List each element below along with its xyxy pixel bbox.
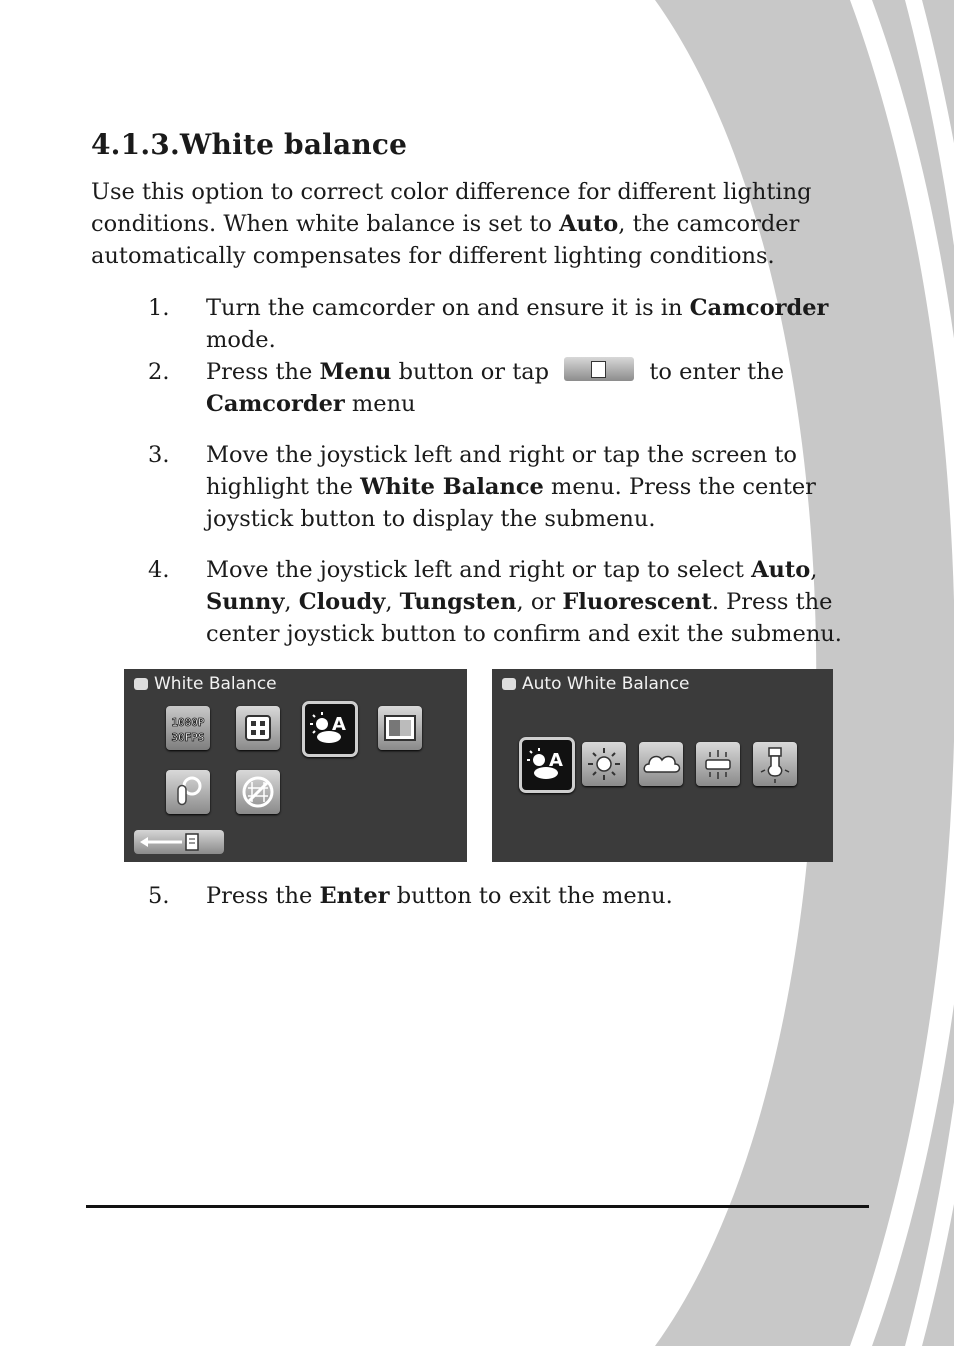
step-bold: White Balance <box>360 474 544 500</box>
step-text <box>206 356 846 420</box>
step-bold: Camcorder <box>206 391 345 417</box>
step-text <box>206 554 866 650</box>
quality-icon[interactable] <box>236 706 280 750</box>
exposure-icon[interactable] <box>378 706 422 750</box>
resolution-icon[interactable] <box>166 706 210 750</box>
step-bold: Tungsten <box>399 589 517 615</box>
step-fragment: button to exit the menu. <box>389 883 673 909</box>
touch-icon[interactable] <box>166 770 210 814</box>
camcorder-icon <box>134 678 148 690</box>
step-fragment: Turn the camcorder on and ensure it is in <box>206 295 690 321</box>
step-number: 3. <box>148 442 170 468</box>
step-number: 5. <box>148 883 170 909</box>
white-balance-auto-option[interactable] <box>519 737 575 793</box>
step-text <box>206 292 846 356</box>
step-number: 2. <box>148 359 170 385</box>
step-fragment: , <box>385 589 400 615</box>
section-number: 4.1.3. <box>91 128 180 161</box>
step-number: 4. <box>148 557 170 583</box>
menu-button-icon <box>564 357 634 381</box>
grid-off-icon[interactable] <box>236 770 280 814</box>
sunny-icon[interactable] <box>582 742 626 786</box>
step-fragment: , <box>810 557 818 583</box>
camcorder-icon <box>502 678 516 690</box>
white-balance-submenu-screen <box>492 669 833 862</box>
white-balance-auto-icon[interactable] <box>302 701 358 757</box>
step-bold: Cloudy <box>298 589 386 615</box>
resolution-label-2: 30FPS <box>171 731 205 744</box>
fluorescent-icon[interactable] <box>753 742 797 786</box>
resolution-label-1: 1080P <box>171 716 205 729</box>
screen-title-text: White Balance <box>154 674 277 694</box>
auto-label: A <box>549 750 563 771</box>
step-fragment: . Press the center joystick button to confirm and exit the submenu. <box>206 589 842 647</box>
screen-title-text: Auto White Balance <box>522 674 690 694</box>
step-bold: Camcorder <box>689 295 829 321</box>
section-heading <box>91 128 407 161</box>
step-fragment: Press the <box>206 883 320 909</box>
step-text <box>206 880 846 912</box>
tungsten-icon[interactable] <box>696 742 740 786</box>
step-fragment: button or tap <box>391 359 557 385</box>
step-bold: Menu <box>319 359 392 385</box>
step-number: 1. <box>148 295 170 321</box>
step-text <box>206 439 846 535</box>
step-fragment: Move the joystick left and right or tap the screen to highlight the <box>206 442 797 500</box>
step-fragment: mode. <box>206 327 276 353</box>
intro-bold: Auto <box>559 211 619 237</box>
intro-paragraph <box>91 176 821 272</box>
step-fragment: Press the <box>206 359 320 385</box>
auto-label: A <box>332 714 346 735</box>
step-bold: Fluorescent <box>562 589 712 615</box>
step-fragment: , <box>284 589 299 615</box>
screen-title <box>134 674 277 694</box>
footer-rule <box>86 1205 869 1208</box>
step-bold: Auto <box>751 557 811 583</box>
screen-title <box>502 674 690 694</box>
back-button[interactable] <box>134 830 224 854</box>
step-fragment: Move the joystick left and right or tap to select <box>206 557 752 583</box>
intro-text: Use this option to correct color difference for different lighting conditions. When white balance is set to <box>91 179 812 237</box>
step-fragment: menu. Press the center joystick button to display the submenu. <box>206 474 816 532</box>
cloudy-icon[interactable] <box>639 742 683 786</box>
step-fragment: menu <box>344 391 416 417</box>
step-fragment: to enter the <box>642 359 785 385</box>
step-bold: Sunny <box>206 589 285 615</box>
white-balance-menu-screen <box>124 669 467 862</box>
section-title: White balance <box>179 128 408 161</box>
intro-text: , the camcorder automatically compensates for different lighting conditions. <box>91 211 800 269</box>
step-fragment: , or <box>516 589 563 615</box>
step-bold: Enter <box>319 883 390 909</box>
